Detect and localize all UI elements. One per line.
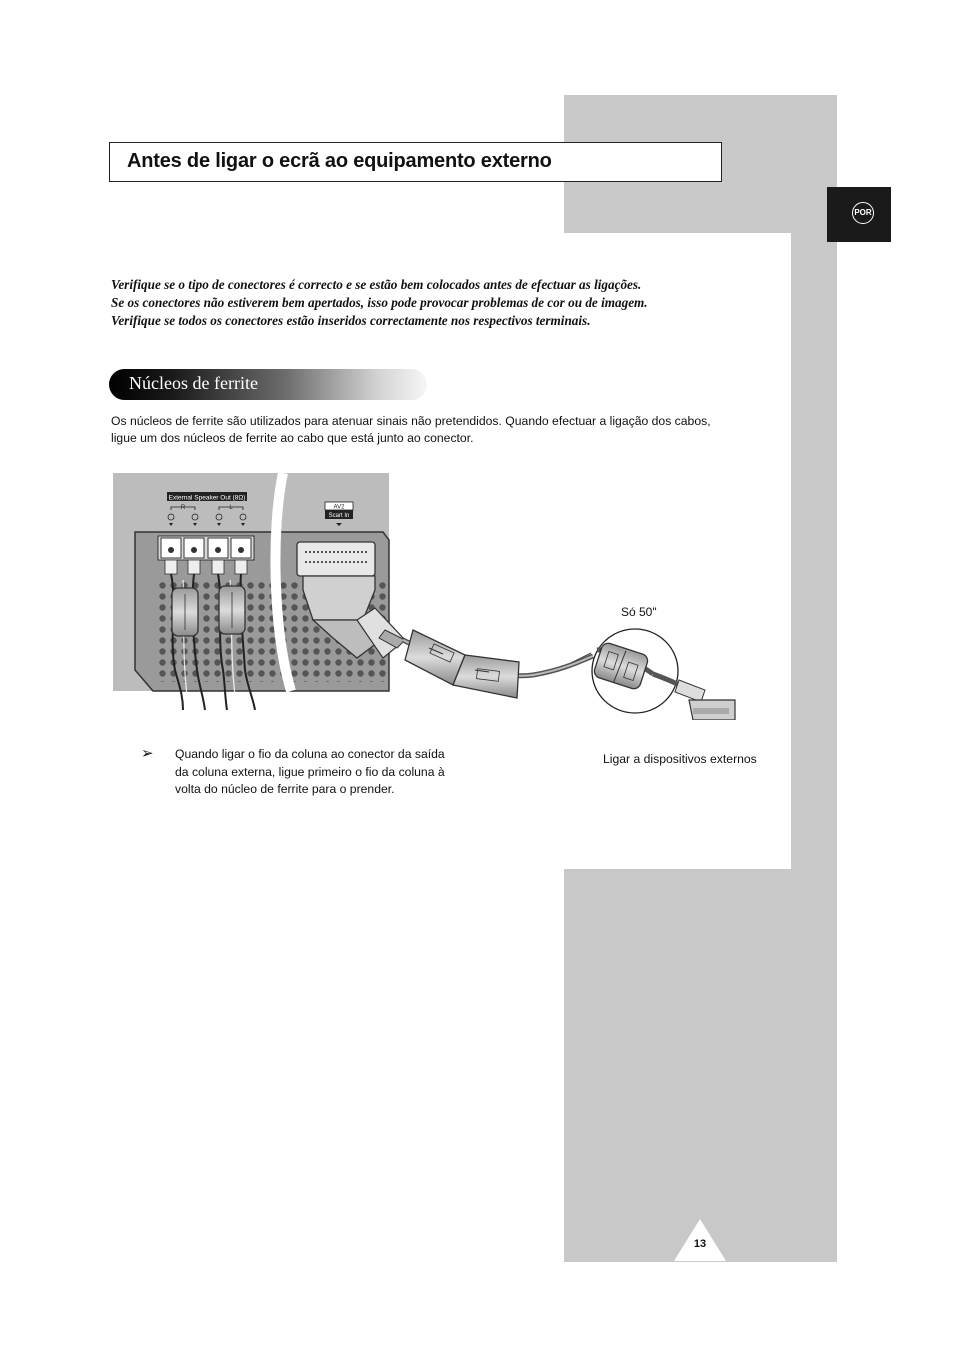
page-title: Antes de ligar o ecrã ao equipamento externo [127, 150, 552, 172]
note-line: da coluna externa, ligue primeiro o fio da coluna à [175, 764, 445, 779]
section-body [111, 413, 781, 446]
intro-paragraph [111, 276, 771, 330]
page-number: 13 [693, 1238, 707, 1250]
sidebar-band-bottom [564, 869, 837, 1262]
intro-line: Verifique se todos os conectores estão inseridos correctamente nos respectivos terminais. [111, 313, 591, 328]
speaker-out-text: External Speaker Out (8Ω) [168, 494, 246, 502]
intro-line: Se os conectores não estiverem bem apertados, isso pode provocar problemas de cor ou de imagem. [111, 295, 648, 310]
section-title: Núcleos de ferrite [129, 373, 258, 393]
connect-external-label: Ligar a dispositivos externos [603, 752, 757, 766]
note-line: Quando ligar o fio da coluna ao conector da saída [175, 747, 445, 761]
note-text [175, 746, 495, 799]
body-line: ligue um dos núcleos de ferrite ao cabo que está junto ao conector. [111, 430, 474, 445]
channel-r-label: R [180, 505, 186, 511]
scart-ferrite-core [405, 630, 519, 698]
speaker-ferrite-core-right [219, 586, 245, 634]
note-arrow-icon: ➢ [141, 745, 154, 762]
language-badge: POR [852, 202, 874, 224]
intro-line: Verifique se o tipo de conectores é correcto e se estão bem colocados antes de efectuar as ligações. [111, 277, 642, 292]
sidebar-band-right [791, 233, 837, 869]
channel-l-label: L [229, 505, 233, 511]
scart-in-text: Scart In [328, 513, 350, 519]
speaker-ferrite-core-left [172, 588, 198, 636]
scart-socket [297, 542, 375, 576]
fifty-inch-inset [571, 629, 735, 720]
ferrite-core-illustration [113, 470, 773, 720]
note-line: volta do núcleo de ferrite para o prender. [175, 782, 395, 796]
only-50-label: Só 50" [621, 605, 657, 619]
body-line: Os núcleos de ferrite são utilizados para atenuar sinais não pretendidos. Quando efectuar a ligação dos cabos, [111, 414, 711, 428]
av2-text: AV2 [333, 504, 345, 511]
